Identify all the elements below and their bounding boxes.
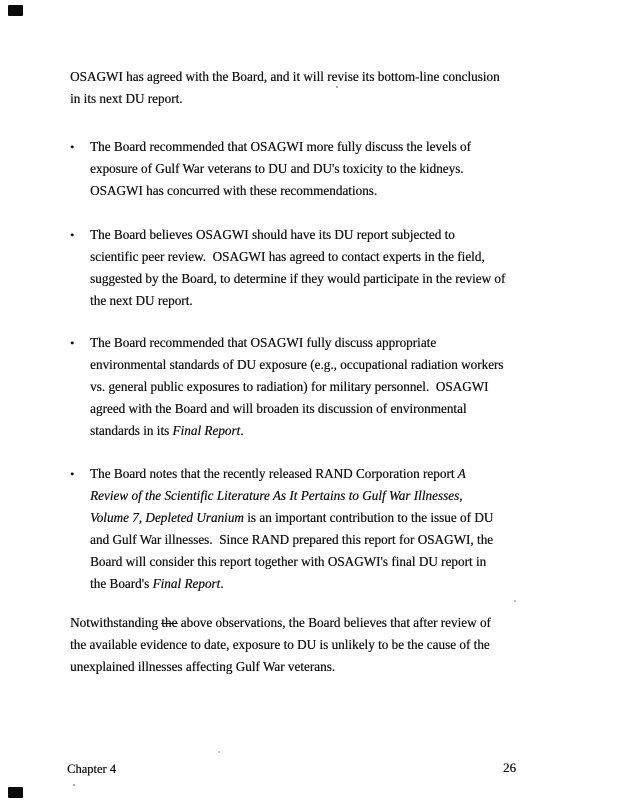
text-line: vs. general public exposures to radiation) for military personnel. OSAGWI xyxy=(90,379,489,394)
text-line: Volume 7, Depleted Uranium is an important contribution to the issue of DU xyxy=(90,510,494,525)
bullet-icon: • xyxy=(70,228,75,242)
text-line: The Board recommended that OSAGWI fully discuss appropriate xyxy=(90,335,437,350)
text-line: environmental standards of DU exposure (e.g., occupational radiation workers xyxy=(90,357,504,372)
text-line: scientific peer review. OSAGWI has agreed to contact experts in the field, xyxy=(90,249,485,264)
text-line: standards in its Final Report. xyxy=(90,423,244,438)
text-line: Notwithstanding the above observations, the Board believes that after review of xyxy=(70,615,491,630)
text-line: The Board believes OSAGWI should have its DU report subjected to xyxy=(90,227,455,242)
text-line: The Board recommended that OSAGWI more fully discuss the levels of xyxy=(90,139,471,154)
text-line: and Gulf War illnesses. Since RAND prepared this report for OSAGWI, the xyxy=(90,532,494,547)
bullet-item xyxy=(70,136,625,202)
text-line: agreed with the Board and will broaden its discussion of environmental xyxy=(90,401,467,416)
bullet-icon: • xyxy=(70,140,75,154)
bullet-text xyxy=(90,463,493,595)
text-line: in its next DU report. xyxy=(70,91,183,106)
bullet-icon: • xyxy=(70,336,75,350)
text-line: the Board's Final Report. xyxy=(90,576,224,591)
text-line: unexplained illnesses affecting Gulf War veterans. xyxy=(70,659,336,674)
text-line: exposure of Gulf War veterans to DU and DU's toxicity to the kidneys. xyxy=(90,161,464,176)
text-line: the available evidence to date, exposure to DU is unlikely to be the cause of the xyxy=(70,637,490,652)
text-line: the next DU report. xyxy=(90,293,193,308)
text-line: suggested by the Board, to determine if they would participate in the review of xyxy=(90,271,506,286)
closing-paragraph xyxy=(70,612,625,678)
text-line: Board will consider this report together with OSAGWI's final DU report in xyxy=(90,554,487,569)
bullet-text xyxy=(90,224,505,312)
opening-paragraph xyxy=(70,66,625,110)
page-number: 26 xyxy=(503,760,516,775)
toner-speck xyxy=(73,784,75,786)
chapter-label: Chapter 4 xyxy=(67,762,116,776)
bullet-icon: • xyxy=(70,467,75,481)
text-line: Review of the Scientific Literature As It Pertains to Gulf War Illnesses, xyxy=(90,488,463,503)
scan-artifact-bottom-left xyxy=(8,787,23,798)
toner-speck xyxy=(218,751,220,753)
bullet-item xyxy=(70,224,625,312)
bullet-item xyxy=(70,463,625,595)
bullet-item xyxy=(70,332,625,442)
text-line: The Board notes that the recently released RAND Corporation report A xyxy=(90,466,466,481)
text-line: OSAGWI has agreed with the Board, and it will revise its bottom-line conclusion xyxy=(70,69,500,84)
bullet-text xyxy=(90,136,471,202)
bullet-text xyxy=(90,332,503,442)
text-line: OSAGWI has concurred with these recommendations. xyxy=(90,183,378,198)
